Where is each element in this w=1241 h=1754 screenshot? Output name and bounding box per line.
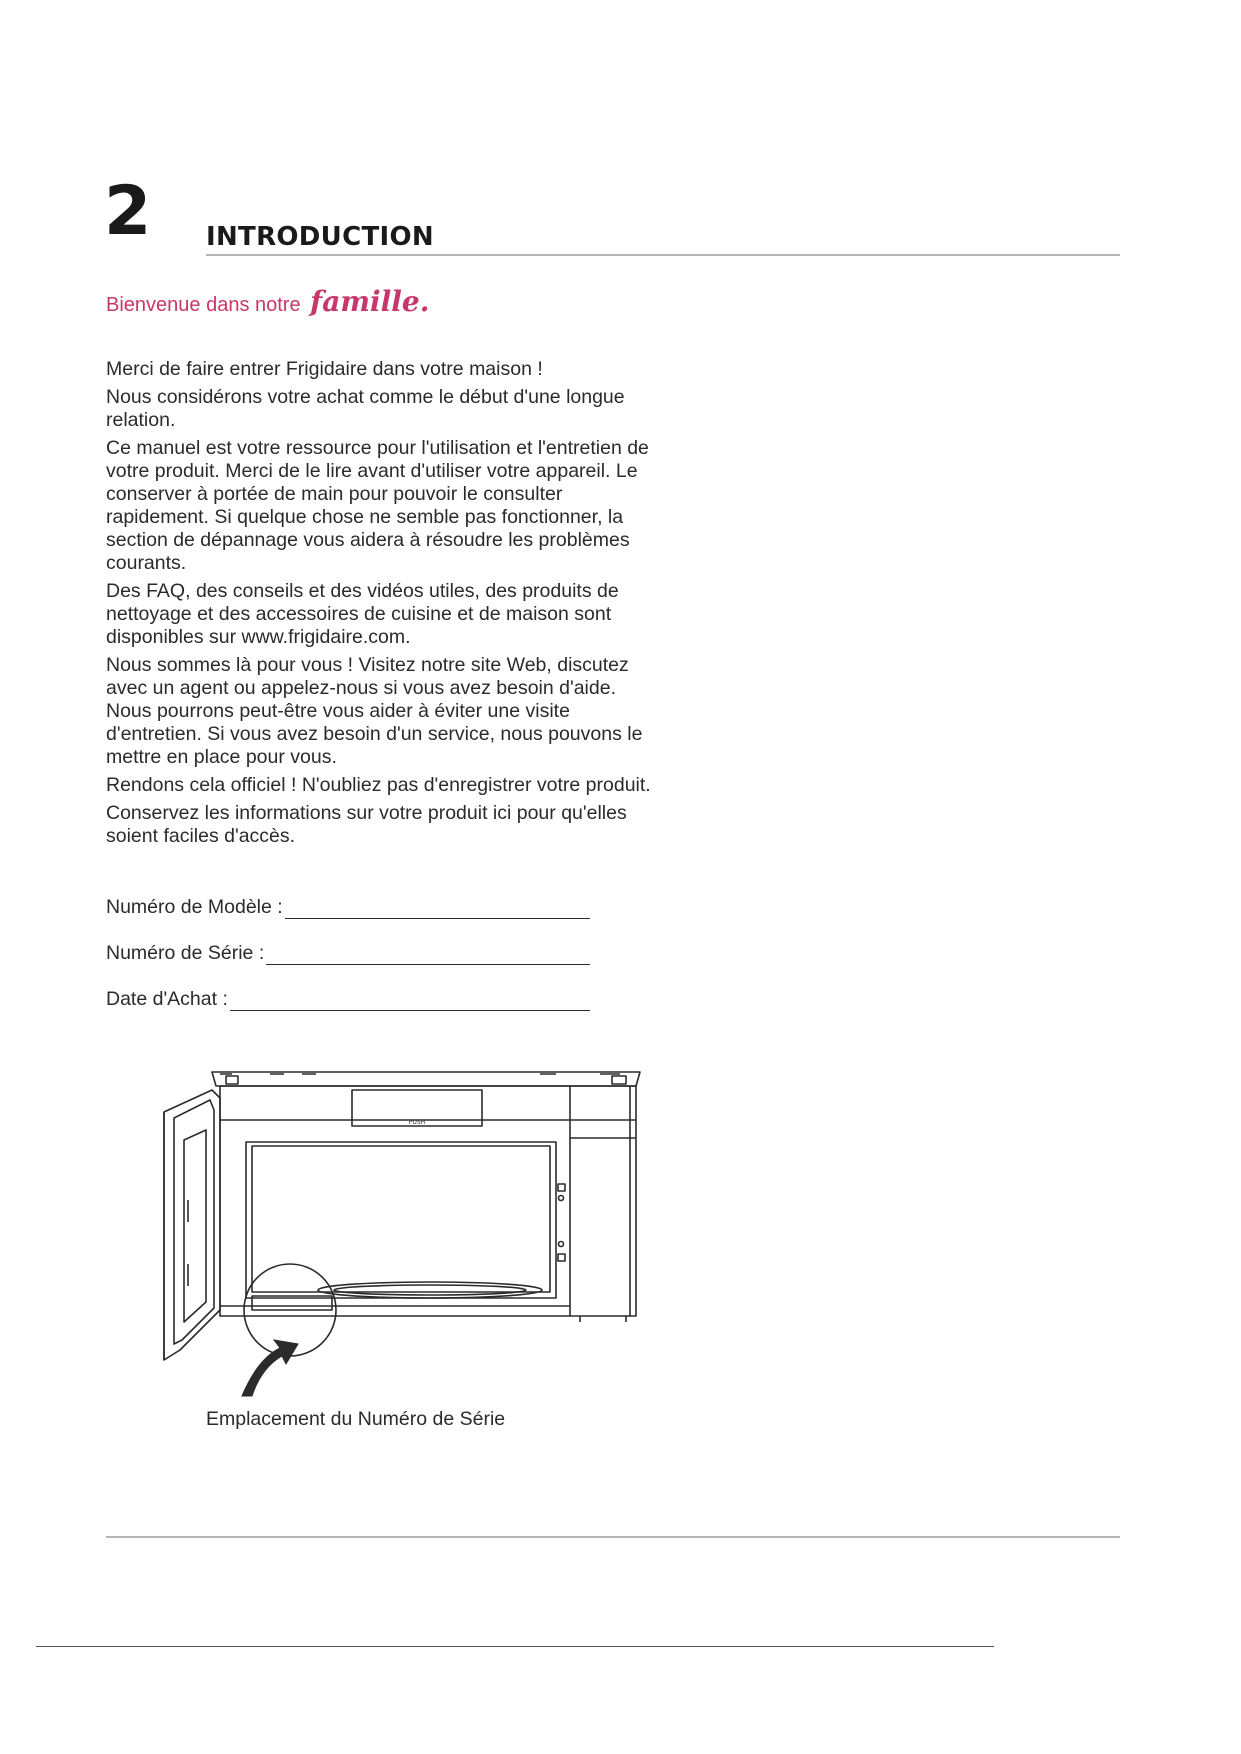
intro-paragraph: Ce manuel est votre ressource pour l'utilisation et l'entretien de votre produit. Merci de le lire avant d'utiliser votre appareil. Le conserver à portée de main pour pouvoir le consulter rapidement. Si quelque chose ne semble pas fonctionner, la section de dépannage vous aidera à résoudre les problèmes courants. xyxy=(106,437,649,574)
page-bottom-rule xyxy=(36,1646,994,1647)
welcome-script-word: famille. xyxy=(310,285,430,318)
model-number-field xyxy=(106,896,590,919)
figure-caption: Emplacement du Numéro de Série xyxy=(206,1408,506,1430)
welcome-heading xyxy=(106,285,429,318)
purchase-date-field xyxy=(106,988,590,1011)
model-number-blank xyxy=(285,900,590,919)
microwave-illustration xyxy=(160,1060,660,1400)
purchase-date-blank xyxy=(230,992,590,1011)
title-divider xyxy=(206,254,1120,256)
serial-number-blank xyxy=(266,946,590,965)
page-number: 2 xyxy=(104,172,152,251)
serial-number-field xyxy=(106,942,590,965)
section-title: INTRODUCTION xyxy=(206,222,434,252)
intro-paragraph: Nous sommes là pour vous ! Visitez notre site Web, discutez avec un agent ou appelez-nous si vous avez besoin d'aide. Nous pourrons peut-être vous aider à éviter une visite d'entretien. Si vous avez besoin d'un service, nous pouvons le mettre en place pour vous. xyxy=(106,654,643,768)
intro-body xyxy=(106,358,666,853)
push-label: PUSH xyxy=(408,1119,426,1126)
intro-paragraph: Conservez les informations sur votre produit ici pour qu'elles soient faciles d'accès. xyxy=(106,802,627,847)
purchase-date-label: Date d'Achat : xyxy=(106,988,228,1010)
serial-number-label: Numéro de Série : xyxy=(106,942,265,964)
welcome-prefix: Bienvenue dans notre xyxy=(106,294,301,316)
model-number-label: Numéro de Modèle : xyxy=(106,896,283,918)
intro-paragraph: Rendons cela officiel ! N'oubliez pas d'enregistrer votre produit. xyxy=(106,774,651,796)
intro-paragraph: Merci de faire entrer Frigidaire dans votre maison ! xyxy=(106,358,543,380)
footer-divider xyxy=(106,1536,1120,1538)
intro-paragraph: Des FAQ, des conseils et des vidéos utiles, des produits de nettoyage et des accessoires de cuisine et de maison sont disponibles sur www.frigidaire.com. xyxy=(106,580,619,648)
intro-paragraph: Nous considérons votre achat comme le début d'une longue relation. xyxy=(106,386,625,431)
